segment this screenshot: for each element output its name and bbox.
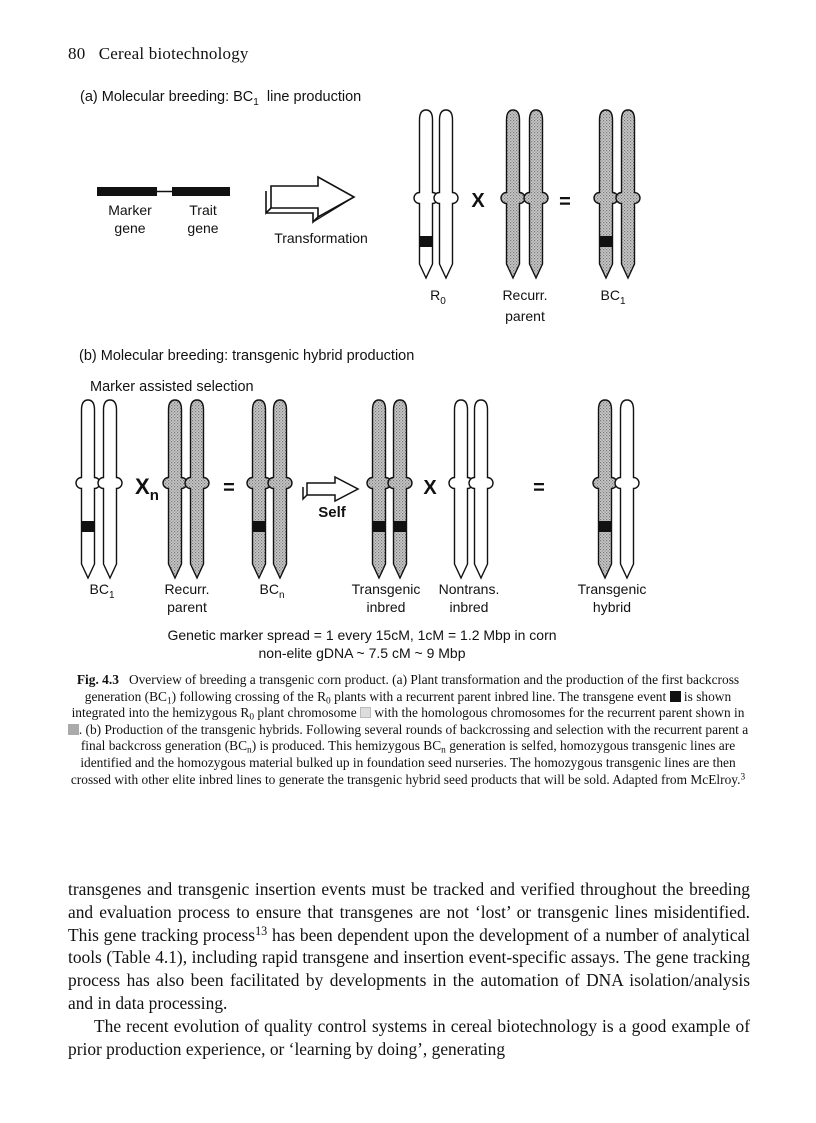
label-bc1-a: $BC_1$: [600, 287, 626, 307]
transgene-band: [599, 521, 612, 532]
r0-chromosome-1: [414, 110, 438, 278]
marker-gene-label: Marker: [108, 202, 152, 218]
bc1-chromosome-1: [594, 110, 618, 278]
running-title: Cereal biotechnology: [98, 44, 249, 63]
panel-b-equals-symbol-1: =: [223, 477, 235, 499]
body-text: [68, 878, 750, 1060]
transgene-band: [253, 521, 266, 532]
panel-a-title: (a) Molecular breeding: $BC_1$ line production: [80, 89, 362, 108]
recurrent-parent-swatch: [68, 724, 79, 735]
bc1b-chromosome-1: [76, 400, 100, 578]
trait-gene-label: Trait: [189, 202, 217, 218]
marker-gene-label-2: gene: [114, 220, 146, 236]
caption-fig-label: Fig. 4.3: [76, 672, 119, 687]
label-r0: $R_0$: [430, 287, 446, 307]
gene-construct: [97, 187, 230, 196]
nontrans-inbred-chromosome-2: [469, 400, 493, 578]
label-recurr-parent-a-2: parent: [505, 308, 545, 324]
label-bc1-b: $BC_1$: [89, 581, 115, 601]
transgene-event-swatch: [670, 691, 681, 702]
nontrans-inbred-chromosome-1: [449, 400, 473, 578]
transgene-band: [373, 521, 386, 532]
transgenic-inbred-chromosome-2: [388, 400, 412, 578]
label-nontrans-inbred: Nontrans.: [438, 581, 500, 597]
trait-gene-label-2: gene: [187, 220, 219, 236]
panel-a-cross-symbol: X: [471, 190, 485, 212]
hybrid-chromosome-2: [615, 400, 639, 578]
label-transgenic-hybrid-2: hybrid: [592, 599, 632, 615]
r0-chromosome-swatch: [360, 707, 371, 718]
label-bcn: $BC_n$: [259, 581, 285, 601]
self-arrow: [303, 477, 358, 501]
recurr-chromosome-1: [501, 110, 525, 278]
recurr-b-chromosome-2: [185, 400, 209, 578]
transgenic-inbred-chromosome-1: [367, 400, 391, 578]
transgene-band: [600, 236, 613, 247]
transformation-label: Transformation: [274, 230, 368, 246]
transformation-arrow: [266, 177, 354, 222]
transgene-band: [82, 521, 95, 532]
hybrid-chromosome-1: [593, 400, 617, 578]
panel-b-equals-symbol-2: =: [533, 477, 545, 499]
page-number: 80: [68, 44, 86, 63]
self-label: Self: [318, 504, 346, 521]
body-paragraph-1: transgenes and transgenic insertion events must be tracked and verified throughout the breeding and evaluation process to ensure that transgenes are not ‘lost’ or transgenic lines misidentified. This gene tracking process$^{13}$ has been dependent upon the development of a number of analytical tools (Table 4.1), including rapid transgene and insertion event-specific assays. The gene tracking process has also been facilitated by developments in the automation of DNA isolation/analysis and in data processing.: [68, 879, 751, 1013]
body-paragraph-2: The recent evolution of quality control systems in cereal biotechnology is a good example of prior production experience, or ‘learning by doing’, generating: [68, 1015, 750, 1059]
label-nontrans-inbred-2: inbred: [449, 599, 489, 615]
panel-b-cross-symbol: $X_n$: [135, 474, 159, 504]
bcn-chromosome-1: [247, 400, 271, 578]
marker-note-line-1: Genetic marker spread = 1 every 15cM, 1cM = 1.2 Mbp in corn: [167, 627, 557, 643]
label-transgenic-hybrid: Transgenic: [577, 581, 647, 597]
label-recurr-parent-b-2: parent: [167, 599, 207, 615]
transgene-band: [394, 521, 407, 532]
figure-caption: Fig. 4.3 Overview of breeding a transgenic corn product. (a) Plant transformation and the production of the first backcross generation $(BC_1)$ following crossing of the $R_0$ plants with a recurrent parent inbred line. The transgene event is shown integrated into the hemizygous $R_0$ plant chromosome with the homologous chromosomes for the recurrent parent shown in . (b) Production of the transgenic hybrids. Following several rounds of backcrossing and selection with the recurrent parent a final backcross generation $(BC_n)$ is produced. This hemizygous $BC_n$ generation is selfed, homozygous transgenic lines are identified and the homozygous material bulked up in foundation seed nurseries. The homozygous transgenic lines are then crossed with other elite inbred lines to generate the transgenic hybrid seed products that will be sold. Adapted from McElroy.$^3$: [66, 672, 750, 788]
label-transgenic-inbred-2: inbred: [366, 599, 406, 615]
bc1-chromosome-2: [616, 110, 640, 278]
bc1b-chromosome-2: [98, 400, 122, 578]
panel-a-equals-symbol: =: [559, 191, 571, 213]
panel-b-title: (b) Molecular breeding: transgenic hybrid production: [79, 348, 415, 364]
label-recurr-parent-a: Recurr.: [502, 287, 548, 303]
bcn-chromosome-2: [268, 400, 292, 578]
marker-note-line-2: non-elite gDNA ~ 7.5 cM ~ 9 Mbp: [258, 645, 466, 661]
panel-b-cross-symbol-2: X: [423, 477, 437, 499]
panel-b-subtitle: Marker assisted selection: [90, 379, 254, 395]
marker-gene-bar: [97, 187, 157, 196]
r0-chromosome-2: [434, 110, 458, 278]
recurr-b-chromosome-1: [163, 400, 187, 578]
trait-gene-bar: [172, 187, 230, 196]
transgene-band: [420, 236, 433, 247]
recurr-chromosome-2: [524, 110, 548, 278]
label-recurr-parent-b: Recurr.: [164, 581, 210, 597]
label-transgenic-inbred: Transgenic: [351, 581, 421, 597]
